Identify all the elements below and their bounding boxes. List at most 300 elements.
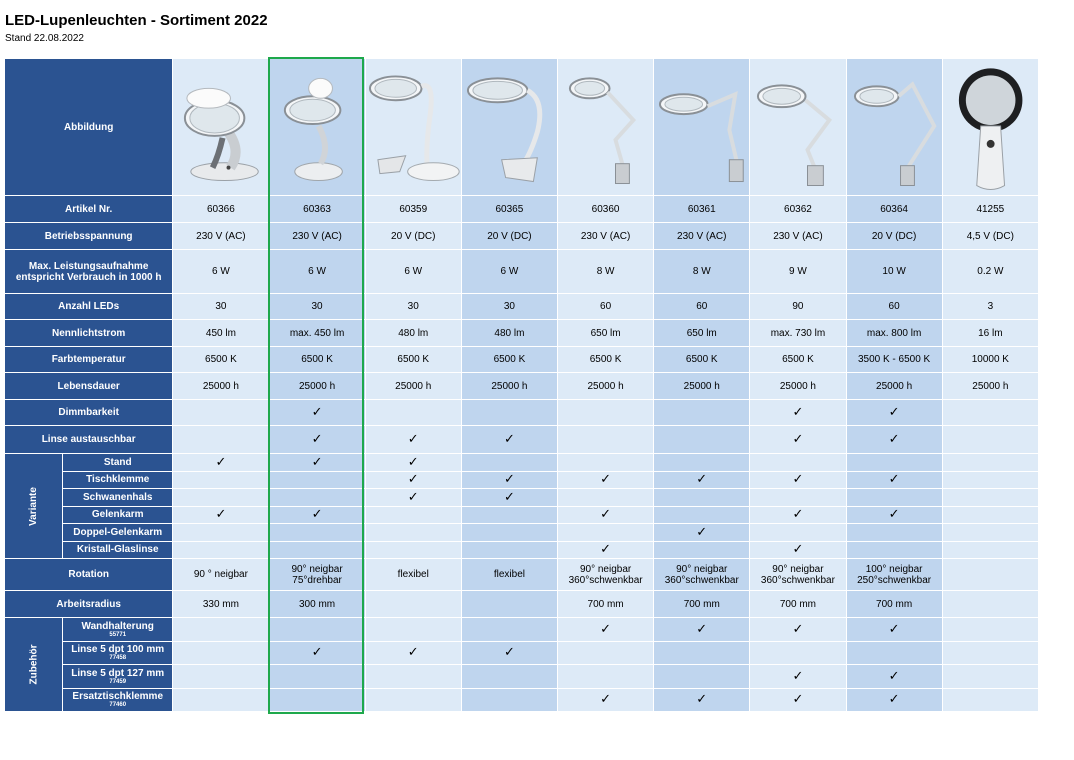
check-cell xyxy=(461,471,557,489)
check-cell xyxy=(269,618,365,642)
table-row xyxy=(5,347,1039,373)
check-cell xyxy=(846,641,942,665)
checkmark-icon: ✓ xyxy=(888,620,900,636)
check-cell xyxy=(173,618,269,642)
check-cell xyxy=(461,641,557,665)
zubehoer-label-text: Linse 5 dpt 100 mm xyxy=(71,644,165,656)
gooseneck-clamp-lamp-icon xyxy=(462,60,557,195)
check-cell xyxy=(846,400,942,426)
zubehoer-label xyxy=(63,618,173,642)
check-cell xyxy=(750,489,846,507)
farbe-value: 6500 K xyxy=(750,347,846,373)
leben-value: 25000 h xyxy=(558,373,654,400)
table-row xyxy=(5,618,1039,642)
checkmark-icon: ✓ xyxy=(600,620,612,636)
check-cell xyxy=(558,400,654,426)
check-cell xyxy=(173,426,269,454)
checkmark-icon: ✓ xyxy=(888,471,900,487)
checkmark-icon: ✓ xyxy=(888,431,900,446)
arm-lamp-icon xyxy=(558,60,653,195)
farbe-value: 6500 K xyxy=(558,347,654,373)
farbe-value: 6500 K xyxy=(269,347,365,373)
check-cell xyxy=(750,641,846,665)
checkmark-icon: ✓ xyxy=(600,691,612,707)
check-cell xyxy=(558,454,654,472)
table-row xyxy=(5,59,1039,196)
group-label-text: Variante xyxy=(28,486,40,526)
leben-value: 25000 h xyxy=(269,373,365,400)
leben-value: 25000 h xyxy=(173,373,269,400)
check-cell xyxy=(173,400,269,426)
checkmark-icon: ✓ xyxy=(792,667,804,683)
spannung-value: 20 V (DC) xyxy=(461,223,557,250)
rotation-line: 100° neigbar xyxy=(865,563,923,575)
table-row xyxy=(5,454,1039,472)
check-cell xyxy=(846,618,942,642)
zubehoer-label-text: Wandhalterung xyxy=(81,620,154,632)
check-cell xyxy=(461,506,557,524)
check-cell xyxy=(654,618,750,642)
variante-label: Kristall-Glaslinse xyxy=(63,541,173,559)
check-cell xyxy=(173,489,269,507)
leistung-value: 6 W xyxy=(173,250,269,294)
licht-value: 650 lm xyxy=(558,320,654,347)
check-cell xyxy=(269,400,365,426)
leistung-value: 8 W xyxy=(654,250,750,294)
check-cell xyxy=(654,471,750,489)
check-cell xyxy=(942,454,1038,472)
rotation-line: 90° neigbar xyxy=(772,563,824,575)
check-cell xyxy=(846,506,942,524)
leds-value: 30 xyxy=(461,294,557,320)
rotation-value xyxy=(846,559,942,591)
check-cell xyxy=(846,454,942,472)
licht-value: max. 800 lm xyxy=(846,320,942,347)
zubehoer-label-text: Linse 5 dpt 127 mm xyxy=(71,667,165,679)
check-cell xyxy=(365,541,461,559)
check-cell xyxy=(942,489,1038,507)
zubehoer-label xyxy=(63,665,173,689)
row-header-rotation: Rotation xyxy=(5,559,173,591)
check-cell xyxy=(558,524,654,542)
spannung-value: 230 V (AC) xyxy=(750,223,846,250)
row-header-abbildung: Abbildung xyxy=(5,59,173,196)
rotation-line: 75°drehbar xyxy=(292,574,342,586)
check-cell xyxy=(173,688,269,712)
product-image-cell xyxy=(750,59,846,196)
check-cell xyxy=(461,489,557,507)
checkmark-icon: ✓ xyxy=(407,644,419,660)
check-cell xyxy=(846,471,942,489)
check-cell xyxy=(558,426,654,454)
farbe-value: 6500 K xyxy=(461,347,557,373)
arm-lamp-large-icon xyxy=(750,60,845,195)
farbe-value: 6500 K xyxy=(654,347,750,373)
rotation-line: 90 ° neigbar xyxy=(193,569,248,580)
checkmark-icon: ✓ xyxy=(792,431,804,446)
rotation-value xyxy=(365,559,461,591)
product-image-cell xyxy=(269,59,365,196)
check-cell xyxy=(750,506,846,524)
gooseneck-lamp-icon xyxy=(366,60,461,195)
product-image-cell xyxy=(461,59,557,196)
check-cell xyxy=(846,524,942,542)
check-cell xyxy=(654,426,750,454)
check-cell xyxy=(654,524,750,542)
rotation-line: 360°schwenkbar xyxy=(568,574,643,586)
leistung-value: 6 W xyxy=(269,250,365,294)
licht-value: 650 lm xyxy=(654,320,750,347)
check-cell xyxy=(750,426,846,454)
desk-lamp-stand-icon xyxy=(269,60,364,195)
farbe-value: 10000 K xyxy=(942,347,1038,373)
check-cell xyxy=(558,471,654,489)
product-comparison-table xyxy=(4,58,1039,712)
zubehoer-label xyxy=(63,688,173,712)
check-cell xyxy=(173,665,269,689)
radius-value xyxy=(461,591,557,618)
artikel-value: 60364 xyxy=(846,196,942,223)
leds-value: 30 xyxy=(365,294,461,320)
table-row xyxy=(5,591,1039,618)
artikel-value: 60366 xyxy=(173,196,269,223)
table-row xyxy=(5,559,1039,591)
check-cell xyxy=(750,541,846,559)
spannung-value: 20 V (DC) xyxy=(846,223,942,250)
check-cell xyxy=(750,454,846,472)
check-cell xyxy=(750,665,846,689)
check-cell xyxy=(365,665,461,689)
leistung-value: 8 W xyxy=(558,250,654,294)
licht-value: 480 lm xyxy=(365,320,461,347)
row-header-spannung: Betriebsspannung xyxy=(5,223,173,250)
row-header-leben: Lebensdauer xyxy=(5,373,173,400)
check-cell xyxy=(942,688,1038,712)
check-cell xyxy=(461,688,557,712)
table-row xyxy=(5,294,1039,320)
check-cell xyxy=(173,524,269,542)
artikel-value: 60362 xyxy=(750,196,846,223)
checkmark-icon: ✓ xyxy=(888,667,900,683)
checkmark-icon: ✓ xyxy=(311,453,323,469)
checkmark-icon: ✓ xyxy=(792,620,804,636)
check-cell xyxy=(173,641,269,665)
spannung-value: 230 V (AC) xyxy=(654,223,750,250)
spannung-value: 20 V (DC) xyxy=(365,223,461,250)
artikel-value: 60363 xyxy=(269,196,365,223)
farbe-value: 3500 K - 6500 K xyxy=(846,347,942,373)
licht-value: max. 450 lm xyxy=(269,320,365,347)
desk-lamp-compact-icon xyxy=(173,60,268,195)
zubehoer-article-code: 55771 xyxy=(109,631,127,638)
group-label-variante xyxy=(5,454,63,559)
table-row xyxy=(5,506,1039,524)
product-image-cell xyxy=(654,59,750,196)
check-cell xyxy=(269,665,365,689)
rotation-line: 360°schwenkbar xyxy=(664,574,739,586)
check-cell xyxy=(558,541,654,559)
spannung-value: 230 V (AC) xyxy=(269,223,365,250)
checkmark-icon: ✓ xyxy=(792,541,804,557)
licht-value: 480 lm xyxy=(461,320,557,347)
checkmark-icon: ✓ xyxy=(503,431,515,446)
rotation-line: 360°schwenkbar xyxy=(760,574,835,586)
rotation-line: 90° neigbar xyxy=(291,563,343,575)
row-header-leds: Anzahl LEDs xyxy=(5,294,173,320)
table-row xyxy=(5,223,1039,250)
rotation-value xyxy=(750,559,846,591)
checkmark-icon: ✓ xyxy=(503,644,515,660)
table-row xyxy=(5,489,1039,507)
check-cell xyxy=(942,524,1038,542)
check-cell xyxy=(750,688,846,712)
check-cell xyxy=(846,665,942,689)
checkmark-icon: ✓ xyxy=(407,431,419,446)
artikel-value: 60361 xyxy=(654,196,750,223)
table-row xyxy=(5,524,1039,542)
check-cell xyxy=(269,506,365,524)
radius-value xyxy=(942,591,1038,618)
checkmark-icon: ✓ xyxy=(696,471,708,487)
check-cell xyxy=(942,541,1038,559)
zubehoer-label-text: Ersatztischklemme xyxy=(72,691,164,703)
leds-value: 60 xyxy=(654,294,750,320)
leistung-value: 6 W xyxy=(365,250,461,294)
product-image-cell xyxy=(846,59,942,196)
table-row xyxy=(5,471,1039,489)
radius-value: 700 mm xyxy=(750,591,846,618)
check-cell xyxy=(269,524,365,542)
page-subtitle: Stand 22.08.2022 xyxy=(5,33,84,44)
checkmark-icon: ✓ xyxy=(696,691,708,707)
table-row xyxy=(5,641,1039,665)
leben-value: 25000 h xyxy=(365,373,461,400)
check-cell xyxy=(942,506,1038,524)
artikel-value: 41255 xyxy=(942,196,1038,223)
row-header-farbe: Farbtemperatur xyxy=(5,347,173,373)
checkmark-icon: ✓ xyxy=(407,471,419,487)
check-cell xyxy=(365,471,461,489)
check-cell xyxy=(558,489,654,507)
check-cell xyxy=(750,618,846,642)
leds-value: 60 xyxy=(846,294,942,320)
check-cell xyxy=(942,400,1038,426)
check-cell xyxy=(942,618,1038,642)
check-cell xyxy=(461,426,557,454)
check-cell xyxy=(846,688,942,712)
check-cell xyxy=(365,506,461,524)
table-row xyxy=(5,373,1039,400)
radius-value: 300 mm xyxy=(269,591,365,618)
check-cell xyxy=(365,618,461,642)
variante-label: Schwanenhals xyxy=(63,489,173,507)
check-cell xyxy=(846,489,942,507)
check-cell xyxy=(365,426,461,454)
checkmark-icon: ✓ xyxy=(215,506,227,522)
group-label-zubehoer xyxy=(5,618,63,712)
leben-value: 25000 h xyxy=(654,373,750,400)
check-cell xyxy=(846,541,942,559)
check-cell xyxy=(365,688,461,712)
leds-value: 3 xyxy=(942,294,1038,320)
checkmark-icon: ✓ xyxy=(311,506,323,522)
artikel-value: 60365 xyxy=(461,196,557,223)
leben-value: 25000 h xyxy=(750,373,846,400)
radius-value: 700 mm xyxy=(558,591,654,618)
variante-label: Doppel-Gelenkarm xyxy=(63,524,173,542)
check-cell xyxy=(558,688,654,712)
checkmark-icon: ✓ xyxy=(311,404,323,419)
variante-label: Gelenkarm xyxy=(63,506,173,524)
check-cell xyxy=(654,400,750,426)
spannung-value: 230 V (AC) xyxy=(558,223,654,250)
zubehoer-label xyxy=(63,641,173,665)
rotation-line: flexibel xyxy=(397,569,429,580)
spannung-value: 4,5 V (DC) xyxy=(942,223,1038,250)
check-cell xyxy=(942,665,1038,689)
licht-value: 16 lm xyxy=(942,320,1038,347)
row-header-radius: Arbeitsradius xyxy=(5,591,173,618)
checkmark-icon: ✓ xyxy=(600,541,612,557)
checkmark-icon: ✓ xyxy=(600,506,612,522)
check-cell xyxy=(173,471,269,489)
table-row xyxy=(5,426,1039,454)
check-cell xyxy=(846,426,942,454)
check-cell xyxy=(654,506,750,524)
zubehoer-article-code: 77460 xyxy=(109,702,127,709)
zubehoer-article-code: 77459 xyxy=(109,678,127,685)
check-cell xyxy=(365,454,461,472)
leistung-value: 10 W xyxy=(846,250,942,294)
table-row xyxy=(5,196,1039,223)
check-cell xyxy=(654,641,750,665)
table-row xyxy=(5,688,1039,712)
variante-label: Stand xyxy=(63,454,173,472)
product-image-cell xyxy=(942,59,1038,196)
product-image-cell xyxy=(558,59,654,196)
leds-value: 30 xyxy=(173,294,269,320)
check-cell xyxy=(654,489,750,507)
leistung-value: 9 W xyxy=(750,250,846,294)
table-row xyxy=(5,400,1039,426)
check-cell xyxy=(461,665,557,689)
radius-value: 700 mm xyxy=(846,591,942,618)
row-header-artikel: Artikel Nr. xyxy=(5,196,173,223)
checkmark-icon: ✓ xyxy=(696,523,708,539)
product-image-cell xyxy=(365,59,461,196)
check-cell xyxy=(173,541,269,559)
table-row xyxy=(5,250,1039,294)
page-title: LED-Lupenleuchten - Sortiment 2022 xyxy=(5,12,268,29)
checkmark-icon: ✓ xyxy=(503,488,515,504)
check-cell xyxy=(461,400,557,426)
leben-value: 25000 h xyxy=(846,373,942,400)
check-cell xyxy=(365,524,461,542)
checkmark-icon: ✓ xyxy=(311,644,323,660)
rotation-value xyxy=(558,559,654,591)
check-cell xyxy=(365,400,461,426)
checkmark-icon: ✓ xyxy=(888,506,900,522)
check-cell xyxy=(365,489,461,507)
leds-value: 90 xyxy=(750,294,846,320)
variante-label: Tischklemme xyxy=(63,471,173,489)
check-cell xyxy=(750,524,846,542)
licht-value: 450 lm xyxy=(173,320,269,347)
table-row xyxy=(5,320,1039,347)
leistung-value: 6 W xyxy=(461,250,557,294)
rotation-value xyxy=(173,559,269,591)
rotation-line: flexibel xyxy=(493,569,525,580)
check-cell xyxy=(654,688,750,712)
licht-value: max. 730 lm xyxy=(750,320,846,347)
check-cell xyxy=(269,688,365,712)
checkmark-icon: ✓ xyxy=(407,488,419,504)
check-cell xyxy=(942,641,1038,665)
checkmark-icon: ✓ xyxy=(311,431,323,446)
checkmark-icon: ✓ xyxy=(792,506,804,522)
farbe-value: 6500 K xyxy=(173,347,269,373)
radius-value: 700 mm xyxy=(654,591,750,618)
radius-value xyxy=(365,591,461,618)
check-cell xyxy=(654,541,750,559)
check-cell xyxy=(269,426,365,454)
rotation-line: 90° neigbar xyxy=(579,563,632,575)
leben-value: 25000 h xyxy=(461,373,557,400)
leds-value: 30 xyxy=(269,294,365,320)
rotation-value xyxy=(269,559,365,591)
rotation-line: 250°schwenkbar xyxy=(857,574,932,586)
row-header-dimm: Dimmbarkeit xyxy=(5,400,173,426)
check-cell xyxy=(461,618,557,642)
arm-lamp-slim-icon xyxy=(847,60,942,195)
double-arm-lamp-icon xyxy=(654,60,749,195)
zubehoer-article-code: 77458 xyxy=(109,655,127,662)
checkmark-icon: ✓ xyxy=(792,691,804,707)
check-cell xyxy=(558,506,654,524)
check-cell xyxy=(269,454,365,472)
check-cell xyxy=(173,506,269,524)
checkmark-icon: ✓ xyxy=(407,453,419,469)
checkmark-icon: ✓ xyxy=(503,471,515,487)
table-row xyxy=(5,541,1039,559)
product-image-cell xyxy=(173,59,269,196)
leben-value: 25000 h xyxy=(942,373,1038,400)
check-cell xyxy=(654,454,750,472)
group-label-text: Zubehör xyxy=(28,644,40,685)
check-cell xyxy=(942,471,1038,489)
check-cell xyxy=(173,454,269,472)
artikel-value: 60360 xyxy=(558,196,654,223)
artikel-value: 60359 xyxy=(365,196,461,223)
checkmark-icon: ✓ xyxy=(888,691,900,707)
check-cell xyxy=(461,541,557,559)
check-cell xyxy=(558,665,654,689)
leistung-value: 0.2 W xyxy=(942,250,1038,294)
hand-magnifier-icon xyxy=(943,60,1038,195)
check-cell xyxy=(558,618,654,642)
checkmark-icon: ✓ xyxy=(792,404,804,419)
check-cell xyxy=(269,641,365,665)
checkmark-icon: ✓ xyxy=(792,471,804,487)
check-cell xyxy=(558,641,654,665)
checkmark-icon: ✓ xyxy=(696,620,708,636)
check-cell xyxy=(269,471,365,489)
check-cell xyxy=(269,541,365,559)
check-cell xyxy=(750,400,846,426)
rotation-value xyxy=(942,559,1038,591)
check-cell xyxy=(365,641,461,665)
rotation-value xyxy=(654,559,750,591)
